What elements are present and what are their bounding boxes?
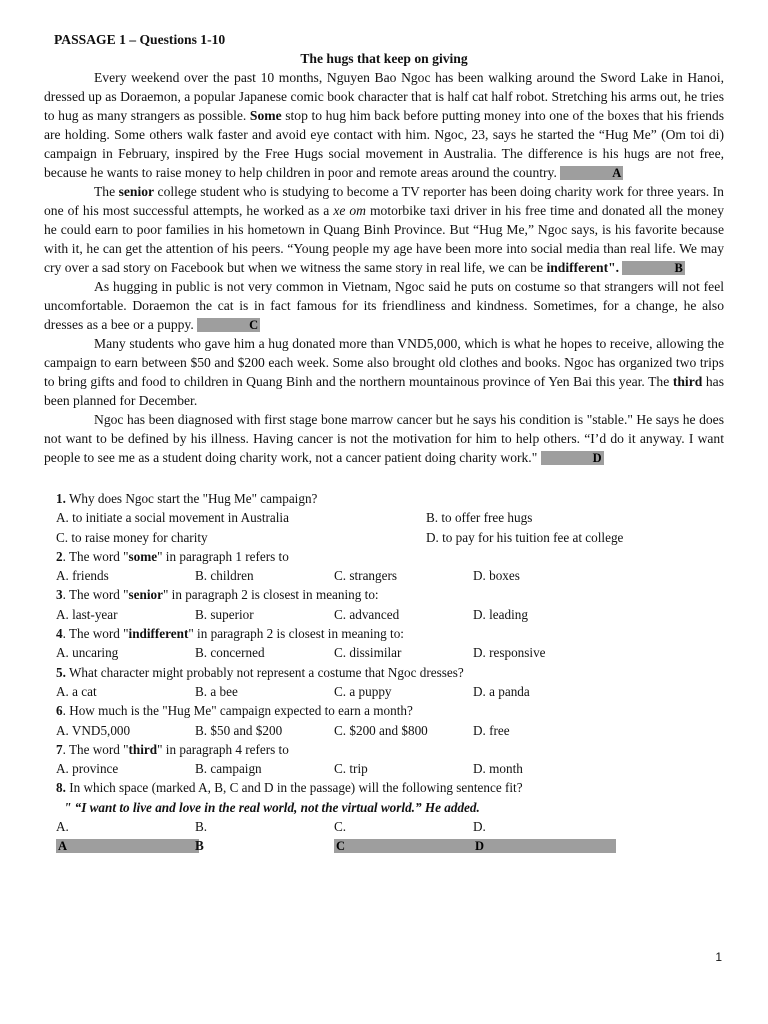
passage-body <box>44 68 724 467</box>
option-prefix: B. <box>195 819 208 835</box>
p2-text-d: ". <box>608 260 623 275</box>
p2-text-b: college student who is studying to become a TV reporter has been doing charity work for three years. In one of his most successful attempts, he worked as a <box>44 184 724 218</box>
question-text: Why does Ngoc start the "Hug Me" campaign? <box>65 491 318 506</box>
p1-text-a: Every weekend over the past 10 months, Nguyen Bao Ngoc has been walking around the Sword Lake in Hanoi, dressed up as Doraemon, a popular Japanese comic book character that is half cat half robot. Stretching his arms out, he tries to hug as many strangers as possible. <box>44 70 724 123</box>
passage-title: The hugs that keep on giving <box>300 51 468 66</box>
p2-bold-senior: senior <box>118 184 155 199</box>
option-b[interactable]: B. to offer free hugs <box>426 510 533 526</box>
question-text-pre: . The word " <box>62 626 129 642</box>
question-keyword: senior <box>128 587 163 603</box>
question-number: 5. <box>56 664 66 680</box>
question-keyword: third <box>128 741 158 757</box>
question-1-options-row-1 <box>56 508 724 527</box>
question-number: 1. <box>56 491 66 506</box>
option-b[interactable]: B. children <box>195 568 254 584</box>
question-keyword: indifferent <box>128 626 189 642</box>
question-list <box>44 489 724 856</box>
page-number: 1 <box>715 950 722 964</box>
p1-text-b: stop to hug him back before putting money into one of the boxes that his friends are holding. Some others walk faster and avoid eye contact with him. Ngoc, 23, says he started the “Hug Me” (Om toi di) campaign in February, inspired by the Free Hugs social movement in Australia. The difference is his hugs are not free, because he wants to raise money to help children in poor and remote areas around the country. <box>44 108 724 180</box>
option-a[interactable]: A. a cat <box>56 683 97 699</box>
question-1-options-row-2 <box>56 528 724 547</box>
question-text-post: " in paragraph 2 is closest in meaning to: <box>162 587 379 603</box>
question-2 <box>56 547 724 566</box>
question-8 <box>56 778 724 797</box>
question-4 <box>56 624 724 643</box>
option-c[interactable]: C. $200 and $800 <box>334 722 428 738</box>
p2-italic-xe-om: xe om <box>333 203 366 218</box>
question-text-pre: . The word " <box>62 548 129 564</box>
paragraph-1 <box>44 68 724 182</box>
option-marker: B <box>195 838 204 854</box>
question-text-pre: . The word " <box>62 587 129 603</box>
question-6 <box>56 701 724 720</box>
question-7-options <box>56 759 724 778</box>
space-marker-d: D <box>541 451 604 465</box>
option-a[interactable] <box>56 817 195 856</box>
option-b[interactable]: B. campaign <box>195 761 262 777</box>
option-c[interactable]: C. advanced <box>334 606 400 622</box>
question-4-options <box>56 643 724 662</box>
option-d[interactable]: D. responsive <box>473 645 546 661</box>
question-text-pre: . The word " <box>62 741 129 757</box>
question-number: 3 <box>56 587 63 603</box>
option-a[interactable]: A. to initiate a social movement in Australia <box>56 510 289 526</box>
option-prefix: D. <box>473 819 486 835</box>
option-c[interactable] <box>334 817 473 856</box>
option-b[interactable]: B. a bee <box>195 683 238 699</box>
question-3 <box>56 585 724 604</box>
option-a[interactable]: A. VND5,000 <box>56 722 131 738</box>
option-c[interactable]: C. trip <box>334 761 368 777</box>
question-5 <box>56 663 724 682</box>
option-b[interactable] <box>195 817 334 856</box>
paragraph-3 <box>44 277 724 334</box>
option-c[interactable]: C. to raise money for charity <box>56 529 208 545</box>
option-b[interactable]: B. superior <box>195 606 254 622</box>
p4-text-a: Many students who gave him a hug donated more than VND5,000, which is what he hopes to receive, allowing the campaign to earn between $50 and $200 each week. Some also brought old clothes and books. Ngoc has organized two trips to bring gifts and food to children in Quang Binh and the northern mountainous province of Yen Bai this year. The <box>44 336 724 389</box>
option-c[interactable]: C. a puppy <box>334 683 392 699</box>
option-d[interactable] <box>473 817 612 856</box>
question-number: 4 <box>56 626 63 642</box>
paragraph-5 <box>44 410 724 467</box>
question-8-options <box>56 817 724 856</box>
p4-text-b: has been planned for December. <box>44 374 724 408</box>
option-c[interactable]: C. dissimilar <box>334 645 402 661</box>
space-marker-c: C <box>197 318 260 332</box>
option-d[interactable]: D. to pay for his tuition fee at college <box>426 529 624 545</box>
option-a[interactable]: A. province <box>56 761 119 777</box>
document-page <box>44 30 724 856</box>
p2-text-c: motorbike taxi driver in his free time and donated all the money he could earn to poor families in his hometown in Quang Binh Province. But “Hug Me,” Ngoc says, is his favorite because with it, he can get the attention of his peers. “Young people my age have been more into social media than real life. We may cry over a sad story on Facebook but when we witness the same story in real life, we can be <box>44 203 724 275</box>
option-d[interactable]: D. free <box>473 722 510 738</box>
question-text: What character might probably not represent a costume that Ngoc dresses? <box>65 664 464 680</box>
option-d[interactable]: D. boxes <box>473 568 520 584</box>
option-marker: A <box>56 839 199 853</box>
p2-text-a: The <box>94 184 119 199</box>
question-6-options <box>56 721 724 740</box>
question-1 <box>56 489 724 508</box>
p4-bold-third: third <box>672 374 703 389</box>
option-prefix: C. <box>334 819 347 835</box>
p3-text-a: As hugging in public is not very common in Vietnam, Ngoc said he puts on costume so that strangers will not feel uncomfortable. Doraemon the cat is in fact famous for its friendliness and kindness. Sometimes, for a change, he also dresses as a bee or a puppy. <box>44 279 724 332</box>
option-a[interactable]: A. friends <box>56 568 109 584</box>
question-text: . How much is the "Hug Me" campaign expected to earn a month? <box>62 703 413 719</box>
question-text-post: " in paragraph 4 refers to <box>157 741 289 757</box>
option-b[interactable]: B. concerned <box>195 645 265 661</box>
option-a[interactable]: A. uncaring <box>56 645 119 661</box>
question-5-options <box>56 682 724 701</box>
question-text-post: " in paragraph 2 is closest in meaning to: <box>188 626 404 642</box>
paragraph-2 <box>44 182 724 277</box>
question-text: In which space (marked A, B, C and D in the passage) will the following sentence fit? <box>65 780 523 796</box>
option-marker: D <box>473 839 616 853</box>
option-d[interactable]: D. leading <box>473 606 528 622</box>
question-2-options <box>56 566 724 585</box>
space-marker-b: B <box>622 261 684 275</box>
option-prefix: A. <box>56 819 69 835</box>
p5-text-a: Ngoc has been diagnosed with first stage bone marrow cancer but he says his condition is "stable." He says he does not want to be defined by his illness. Having cancer is not the motivation for him to help others. “I’d do it anyway. I want people to see me as a student doing charity work, not a cancer patient doing charity work." <box>44 412 724 465</box>
question-keyword: some <box>128 548 158 564</box>
option-b[interactable]: B. $50 and $200 <box>195 722 283 738</box>
question-3-options <box>56 605 724 624</box>
question-number: 6 <box>56 703 63 719</box>
option-d[interactable]: D. month <box>473 761 523 777</box>
p2-bold-indifferent: indifferent <box>546 260 609 275</box>
paragraph-4 <box>44 334 724 410</box>
quoted-sentence: " “I want to live and love in the real world, not the virtual world.” He added. <box>64 799 480 815</box>
space-marker-a: A <box>560 166 623 180</box>
option-marker: C <box>334 839 477 853</box>
p1-bold-some: Some <box>249 108 282 123</box>
question-7 <box>56 740 724 759</box>
question-number: 2 <box>56 548 63 564</box>
option-d[interactable]: D. a panda <box>473 683 530 699</box>
option-c[interactable]: C. strangers <box>334 568 397 584</box>
passage-heading: PASSAGE 1 – Questions 1-10 <box>54 32 226 47</box>
question-text-post: " in paragraph 1 refers to <box>157 548 289 564</box>
option-a[interactable]: A. last-year <box>56 606 118 622</box>
question-number: 7 <box>56 741 63 757</box>
question-number: 8. <box>56 780 66 796</box>
